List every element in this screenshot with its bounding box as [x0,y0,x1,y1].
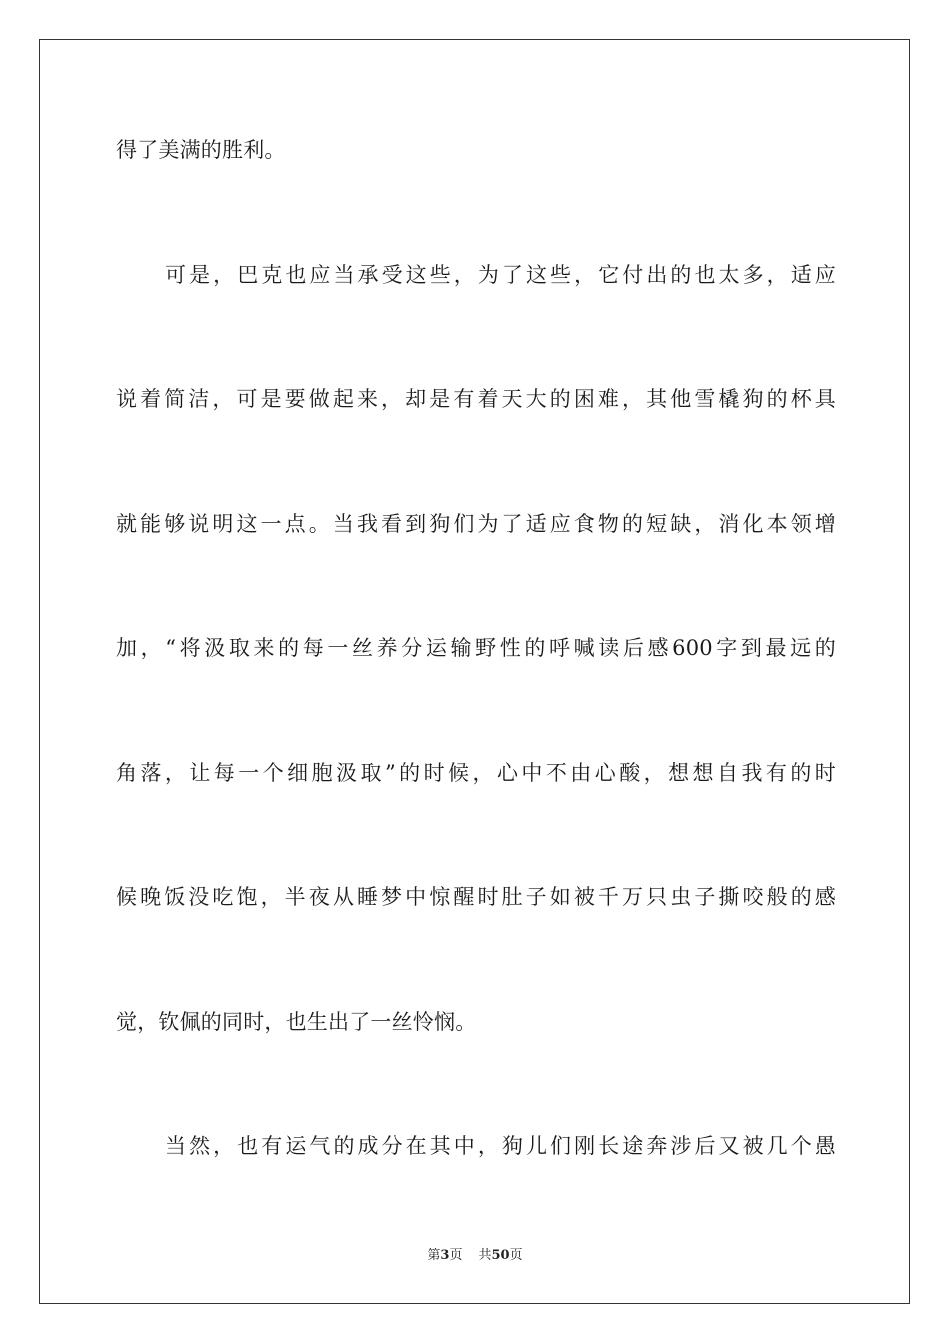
text-line-7: 候晚饭没吃饱，半夜从睡梦中惊醒时肚子如被千万只虫子撕咬般的感 [116,885,836,909]
text-line-1: 得了美满的胜利。 [116,138,286,162]
total-suffix: 页 [509,1248,523,1263]
total-prefix: 共 [478,1248,492,1263]
total-pages: 50 [491,1248,510,1263]
page-border [39,39,910,1304]
text-line-4: 就能够说明这一点。当我看到狗们为了适应食物的短缺，消化本领增 [116,512,836,536]
text-line-9: 当然，也有运气的成分在其中，狗儿们刚长途奔涉后又被几个愚 [165,1134,836,1158]
page-number: 3 [440,1248,450,1263]
page-footer [0,1247,950,1265]
text-line-5: 加，“将汲取来的每一丝养分运输野性的呼喊读后感600字到最远的 [116,636,836,660]
text-line-8: 觉，钦佩的同时，也生出了一丝怜悯。 [116,1010,477,1034]
text-line-6: 角落，让每一个细胞汲取”的时候，心中不由心酸，想想自我有的时 [116,761,836,785]
text-line-2: 可是，巴克也应当承受这些，为了这些，它付出的也太多，适应 [165,263,836,287]
page-prefix: 第 [427,1248,441,1263]
text-line-3: 说着简洁，可是要做起来，却是有着天大的困难，其他雪橇狗的杯具 [116,387,836,411]
page-suffix: 页 [449,1248,463,1263]
